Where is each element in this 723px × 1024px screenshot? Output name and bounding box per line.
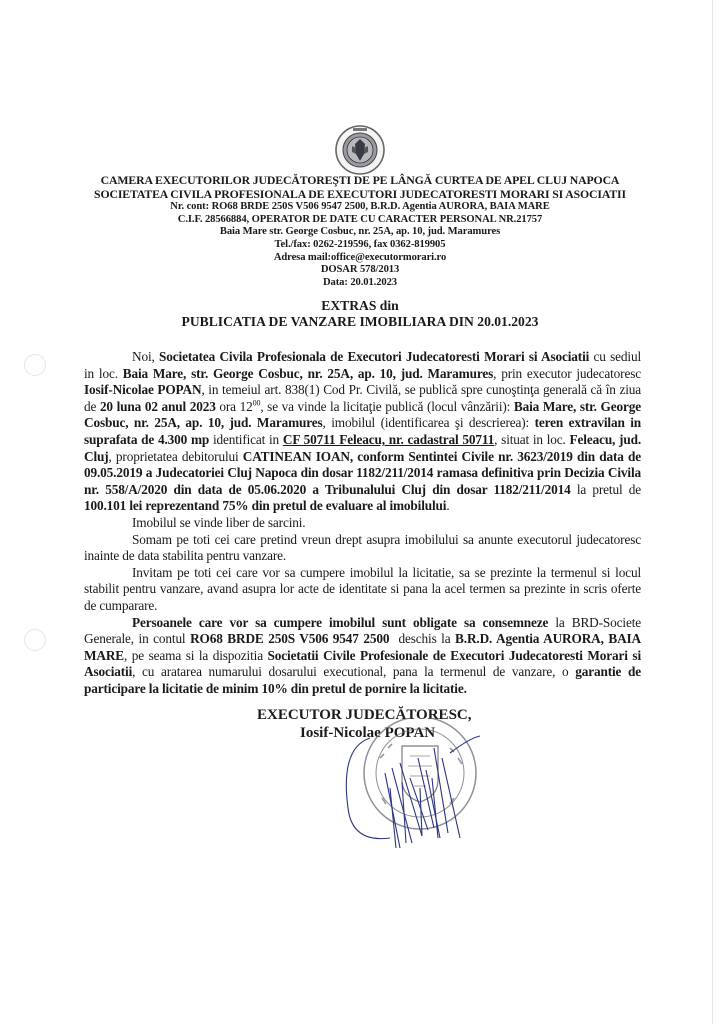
auction-place-bold: Baia Mare, str. George Cosbuc, nr. 25A, ap. 10, jud. Maramures: [84, 398, 641, 431]
text: , cu aratarea numarului dosarului executional, pana la termenul de vanzare, o: [132, 664, 576, 680]
text: , imobilul (identificarea şi descrierea):: [322, 415, 535, 431]
phone-fax: Tel./fax: 0262-219596, fax 0362-819905: [274, 238, 446, 250]
chamber-logo-seal: [334, 124, 386, 176]
obligation-bold: Persoanele care vor sa cumpere imobilul sunt obligate sa consemneze: [132, 614, 549, 630]
chamber-name: CAMERA EXECUTORILOR JUDECĂTOREŞTI DE PE LÂNGĂ CURTEA DE APEL CLUJ NAPOCA: [100, 173, 620, 187]
document-body: [84, 349, 641, 697]
account-number-bold: RO68 BRDE 250S V506 9547 2500: [190, 631, 390, 647]
title-line-1: EXTRAS din: [321, 298, 399, 313]
bank-account: Nr. cont: RO68 BRDE 250S V506 9547 2500, B.R.D. Agentia AURORA, BAIA MARE: [170, 201, 550, 213]
auction-minutes: 00: [252, 398, 261, 408]
paragraph-summons: Somam pe toti cei care pretind vreun drept asupra imobilului sa anunte executorul judecatoresc inainte de data stabilita pentru vanzare.: [84, 531, 641, 564]
text: .: [446, 498, 450, 514]
document-date: Data: 20.01.2023: [322, 276, 398, 288]
text: identificat in: [209, 431, 283, 447]
official-stamp-and-signature: [330, 718, 530, 878]
text: , pe seama si la dispozitia: [124, 647, 268, 663]
bank-branch-bold: B.R.D. Agentia AURORA, BAIA MARE: [84, 631, 641, 663]
punch-hole-mark: [24, 354, 46, 376]
auction-date-bold: 20 luna 02 anul 2023: [99, 398, 216, 414]
paragraph-guarantee: [84, 615, 641, 698]
text: Noi,: [132, 349, 160, 364]
letterhead: [80, 174, 640, 289]
tax-id: C.I.F. 28566884, OPERATOR DE DATE CU CARACTER PERSONAL NR.21757: [177, 213, 543, 225]
firm-name-bold: Societatea Civila Profesionala de Executori Judecatoresti Morari si Asociatii: [159, 349, 590, 364]
text: , prin executor judecatoresc: [493, 365, 641, 381]
title-line-2: PUBLICATIA DE VANZARE IMOBILIARA DIN 20.01.2023: [181, 313, 539, 329]
punch-hole-mark: [24, 629, 46, 651]
document-title: [100, 298, 620, 329]
executor-name-bold: Iosif-Nicolae POPAN: [84, 382, 202, 398]
text: , situat in loc.: [494, 431, 570, 447]
text: cu sediul in loc.: [84, 349, 641, 381]
guarantee-terms-bold: garantie de participare la licitatie de minim 10% din pretul de pornire la licitatie.: [84, 664, 641, 696]
text: deschis la: [389, 631, 456, 647]
stamp-icon: [364, 718, 476, 829]
text: , in temeiul art. 838(1) Cod Pr. Civilă, se publică spre cunoştinţa generală că în ziua de: [84, 382, 642, 414]
paragraph-invitation: Invitam pe toti cei care vor sa cumpere imobilul la licitatie, sa se prezinte la termenul si locul stabilit pentru vanzare, avand asupra lor acte de identitate si pana la acel termen sa prezinte in scris oferte de cumparare.: [84, 564, 641, 613]
debtor-and-ruling-bold: CATINEAN IOAN, conform Sentintei Civile nr. 3623/2019 din data de 09.05.2019 a Judecatoriei Cluj Napoca din dosar 1182/211/2014 ramasa definitiva prin Decizia Civila nr. 558/A/2020 din data de 05.06.2020 a Tribunalului Cluj din dosar 1182/211/2014: [84, 448, 641, 497]
scan-edge-line: [712, 0, 713, 1024]
case-number: DOSAR 578/2013: [320, 264, 400, 276]
executor-name: Iosif-Nicolae POPAN: [300, 725, 436, 741]
office-address-bold: Baia Mare, str. George Cosbuc, nr. 25A, ap. 10, jud. Maramures: [122, 365, 494, 381]
firm-name-bold: Societatii Civile Profesionale de Executori Judecatoresti Morari si Asociatii: [84, 647, 641, 680]
property-description-bold: teren extravilan in suprafata de 4.300 mp: [84, 415, 641, 447]
text: , se va vinde la licitaţie publică (locul vânzării):: [260, 398, 514, 414]
text: la pretul de: [570, 481, 641, 497]
property-location-bold: Feleacu, jud. Cluj: [84, 431, 641, 464]
text: ora 12: [215, 398, 253, 414]
text: , proprietatea debitorului: [108, 448, 243, 464]
starting-price-bold: 100.101 lei reprezentand 75% din pretul de evaluare al imobilului: [84, 498, 447, 514]
address: Baia Mare str. George Cosbuc, nr. 25A, ap. 10, jud. Maramures: [219, 226, 501, 238]
executor-title: EXECUTOR JUDECĂTORESC,: [257, 707, 472, 723]
email: Adresa mail:office@executormorari.ro: [273, 251, 447, 263]
firm-name: SOCIETATEA CIVILA PROFESIONALA DE EXECUTORI JUDECATORESTI MORARI SI ASOCIATII: [94, 186, 626, 201]
text: la BRD-Societe Generale, in contul: [84, 614, 641, 647]
paragraph-free-of-charges: Imobilul se vinde liber de sarcini.: [132, 514, 306, 530]
land-registry-id: CF 50711 Feleacu, nr. cadastral 50711: [282, 431, 495, 447]
paragraph-sale-notice: [84, 349, 641, 515]
